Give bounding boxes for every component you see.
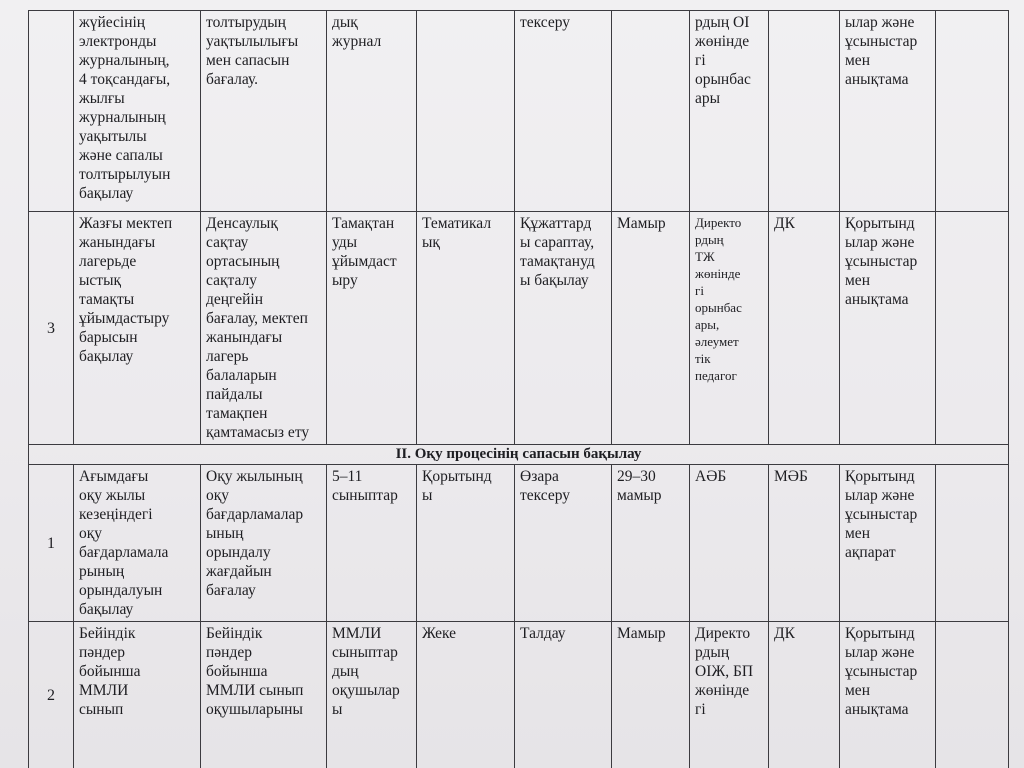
table-row <box>29 11 1009 212</box>
notes-cell <box>936 622 1009 768</box>
control-plan-table <box>28 10 1009 768</box>
result-cell: ылар және ұсыныстар мен анықтама <box>840 11 936 212</box>
table-row <box>29 622 1009 768</box>
notes-cell <box>936 212 1009 445</box>
result-cell: Қорытынд ылар және ұсыныстар мен ақпарат <box>840 465 936 622</box>
responsible-cell: Директо рдың ТЖ жөнінде гі орынбас ары, әлеумет тік педагог <box>690 212 769 445</box>
section-title: II. Оқу процесінің сапасын бақылау <box>29 445 1009 465</box>
control-subject-cell: Жазғы мектеп жанындағы лагерьде ыстық тамақты ұйымдастыру барысын бақылау <box>74 212 201 445</box>
row-number: 3 <box>29 212 74 445</box>
control-goal-cell: Денсаулық сақтау ортасының сақталу деңгейін бағалау, мектеп жанындағы лагерь балаларын пайдалы тамақпен қамтамасыз ету <box>201 212 327 445</box>
control-date-cell <box>612 11 690 212</box>
control-type-cell: Қорытынд ы <box>417 465 515 622</box>
control-method-cell: Талдау <box>515 622 612 768</box>
control-goal-cell: толтырудың уақтылылығы мен сапасын бағалау. <box>201 11 327 212</box>
control-subject-cell: жүйесінің электронды журналының, 4 тоқсандағы, жылғы журналының уақытылы және сапалы толтырылуын бақылау <box>74 11 201 212</box>
notes-cell <box>936 11 1009 212</box>
control-type-cell: Тематикал ық <box>417 212 515 445</box>
control-type-cell <box>417 11 515 212</box>
control-subject-cell: Ағымдағы оқу жылы кезеңіндегі оқу бағдарламала рының орындалуын бақылау <box>74 465 201 622</box>
control-type-cell: Жеке <box>417 622 515 768</box>
control-date-cell: Мамыр <box>612 622 690 768</box>
table-row <box>29 465 1009 622</box>
review-place-cell <box>769 11 840 212</box>
control-date-cell: 29–30 мамыр <box>612 465 690 622</box>
control-method-cell: Өзара тексеру <box>515 465 612 622</box>
responsible-cell: АӘБ <box>690 465 769 622</box>
review-place-cell: МӘБ <box>769 465 840 622</box>
section-header-row <box>29 445 1009 465</box>
result-cell: Қорытынд ылар және ұсыныстар мен анықтама <box>840 212 936 445</box>
row-number: 1 <box>29 465 74 622</box>
control-date-cell: Мамыр <box>612 212 690 445</box>
result-cell: Қорытынд ылар және ұсыныстар мен анықтама <box>840 622 936 768</box>
control-goal-cell: Бейіндік пәндер бойынша ММЛИ сынып оқушыларыны <box>201 622 327 768</box>
responsible-cell: Директо рдың ОІЖ, БП жөнінде гі <box>690 622 769 768</box>
control-object-cell: Тамақтан уды ұйымдаст ыру <box>327 212 417 445</box>
table-row <box>29 212 1009 445</box>
review-place-cell: ДК <box>769 622 840 768</box>
control-object-cell: ММЛИ сыныптар дың оқушылар ы <box>327 622 417 768</box>
row-number <box>29 11 74 212</box>
notes-cell <box>936 465 1009 622</box>
control-subject-cell: Бейіндік пәндер бойынша ММЛИ сынып <box>74 622 201 768</box>
control-method-cell: тексеру <box>515 11 612 212</box>
control-method-cell: Құжаттард ы сараптау, тамақтануд ы бақылау <box>515 212 612 445</box>
row-number: 2 <box>29 622 74 768</box>
responsible-cell: рдың ОІ жөнінде гі орынбас ары <box>690 11 769 212</box>
control-goal-cell: Оқу жылының оқу бағдарламалар ының орындалу жағдайын бағалау <box>201 465 327 622</box>
control-object-cell: 5–11 сыныптар <box>327 465 417 622</box>
review-place-cell: ДК <box>769 212 840 445</box>
control-object-cell: дық журнал <box>327 11 417 212</box>
